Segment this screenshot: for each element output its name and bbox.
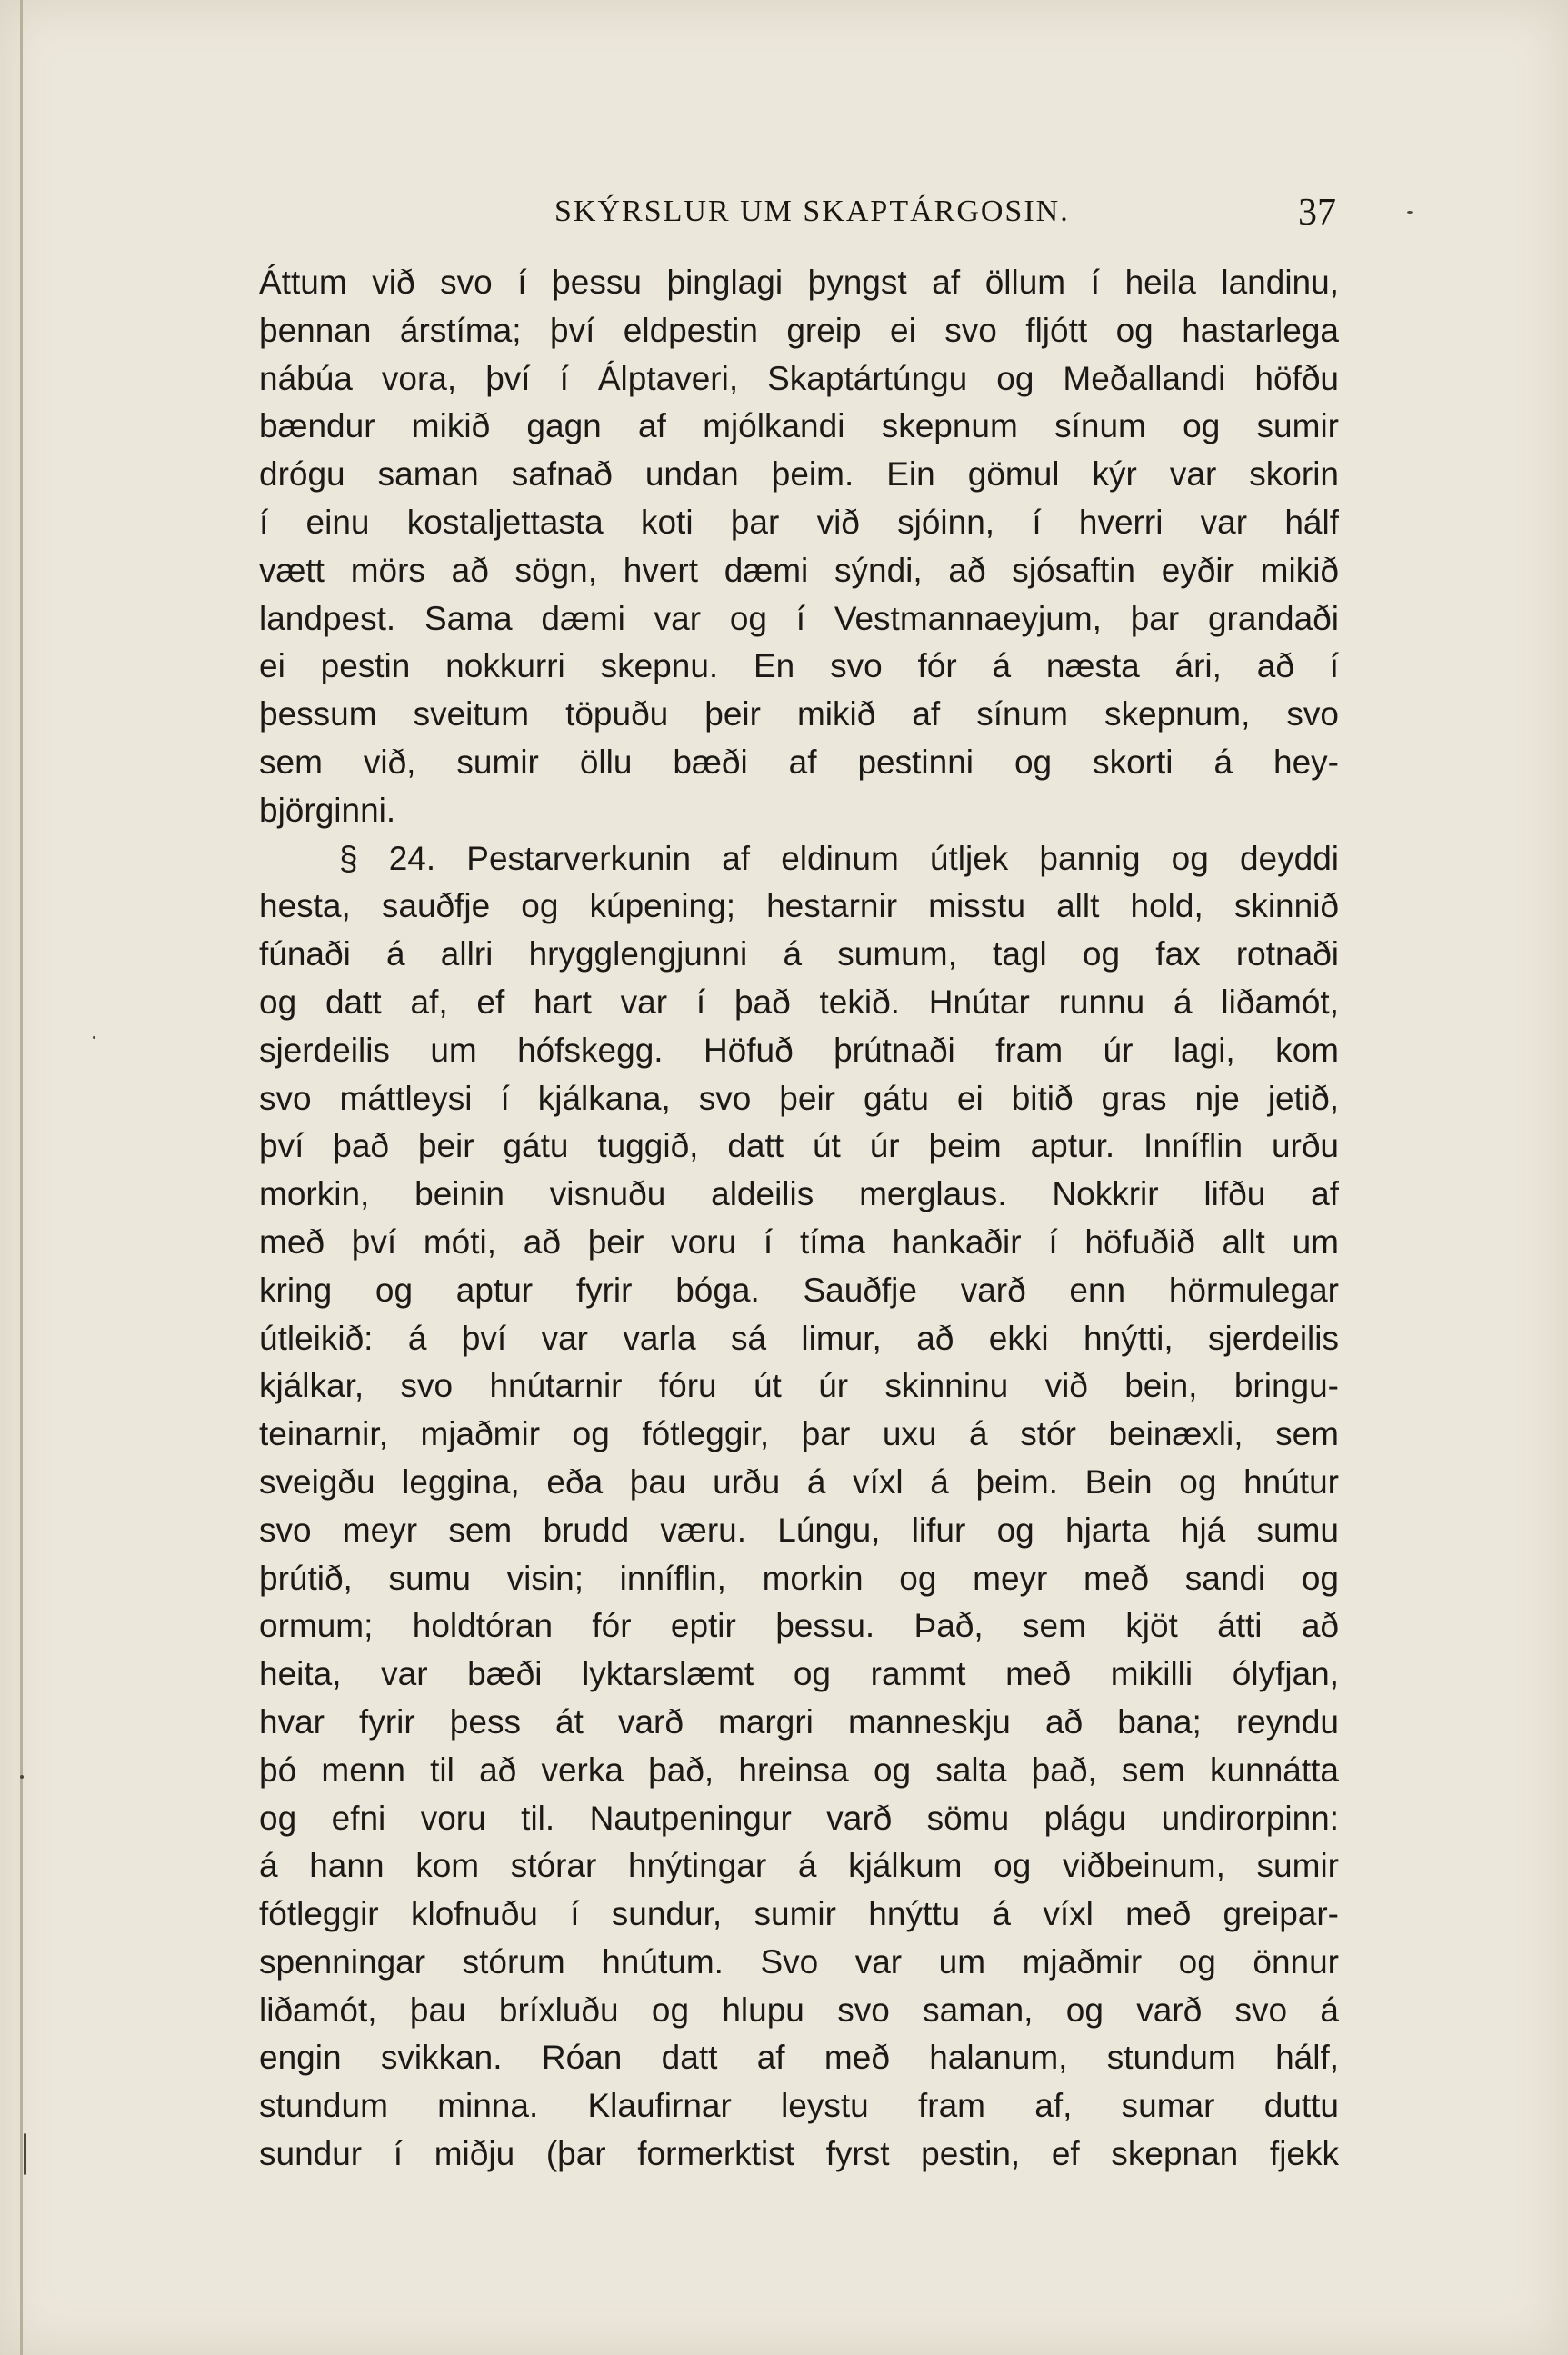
text-line: svo máttleysi í kjálkana, svo þeir gátu ei bitið gras nje jetið,: [259, 1079, 1339, 1117]
section-24-first-line: § 24. Pestarverkunin af eldinum útljek þannig og deyddi: [339, 839, 1339, 877]
text-line: á hann kom stórar hnýtingar á kjálkum og viðbeinum, sumir: [259, 1847, 1339, 1885]
body-text: [259, 259, 1339, 2179]
text-line: sem við, sumir öllu bæði af pestinni og skorti á hey-: [259, 743, 1339, 781]
text-line: stundum minna. Klaufirnar leystu fram af, sumar duttu: [259, 2087, 1339, 2125]
text-line: Áttum við svo í þessu þinglagi þyngst af öllum í heila landinu,: [259, 264, 1339, 301]
text-line: með því móti, að þeir voru í tíma hankaðir í höfuðið allt um: [259, 1222, 1339, 1261]
text-line: því það þeir gátu tuggið, datt út úr þeim aptur. Inníflin urðu: [259, 1127, 1339, 1165]
text-line: liðamót, þau bríxluðu og hlupu svo saman, og varð svo á: [259, 1991, 1339, 2029]
text-line: sveigðu leggina, eða þau urðu á víxl á þeim. Bein og hnútur: [259, 1462, 1339, 1501]
text-line: svo meyr sem brudd væru. Lúngu, lifur og hjarta hjá sumu: [259, 1511, 1339, 1549]
text-line: í einu kostaljettasta koti þar við sjóinn, í hverri var hálf: [259, 503, 1339, 541]
text-line: fótleggir klofnuðu í sundur, sumir hnýttu á víxl með greipar-: [259, 1895, 1339, 1933]
text-line: þó menn til að verka það, hreinsa og salta það, sem kunnátta: [259, 1751, 1339, 1789]
paragraph-end-line: björginni.: [259, 791, 396, 829]
text-line: fúnaði á allri hrygglengjunni á sumum, tagl og fax rotnaði: [259, 935, 1339, 973]
text-line: vætt mörs að sögn, hvert dæmi sýndi, að sjósaftin eyðir mikið: [259, 551, 1339, 589]
text-line: hesta, sauðfje og kúpening; hestarnir misstu allt hold, skinnið: [259, 887, 1339, 925]
text-line: og efni voru til. Nautpeningur varð sömu plágu undirorpinn:: [259, 1799, 1339, 1837]
text-line: engin svikkan. Róan datt af með halanum, stundum hálf,: [259, 2039, 1339, 2077]
text-line: og datt af, ef hart var í það tekið. Hnútar runnu á liðamót,: [259, 983, 1339, 1021]
print-speck: [24, 2133, 26, 2175]
text-line: heita, var bæði lyktarslæmt og rammt með mikilli ólyfjan,: [259, 1655, 1339, 1693]
text-line: teinarnir, mjaðmir og fótleggir, þar uxu á stór beinæxli, sem: [259, 1415, 1339, 1453]
print-speck: [93, 1036, 95, 1039]
text-line: bændur mikið gagn af mjólkandi skepnum sínum og sumir: [259, 407, 1339, 445]
text-line: ei pestin nokkurri skepnu. En svo fór á næsta ári, að í: [259, 647, 1339, 685]
text-line: útleikið: á því var varla sá limur, að ekki hnýtti, sjerdeilis: [259, 1319, 1339, 1357]
text-line: drógu saman safnað undan þeim. Ein gömul kýr var skorin: [259, 455, 1339, 494]
page-gutter-line: [20, 0, 23, 2355]
text-line: landpest. Sama dæmi var og í Vestmannaeyjum, þar grandaði: [259, 599, 1339, 637]
text-line: spenningar stórum hnútum. Svo var um mjaðmir og önnur: [259, 1942, 1339, 1981]
text-line: þennan árstíma; því eldpestin greip ei svo fljótt og hastarlega: [259, 311, 1339, 349]
text-line: sundur í miðju (þar formerktist fyrst pestin, ef skepnan fjekk: [259, 2135, 1339, 2173]
text-line: sjerdeilis um hófskegg. Höfuð þrútnaði fram úr lagi, kom: [259, 1031, 1339, 1069]
text-line: þrútið, sumu visin; inníflin, morkin og meyr með sandi og: [259, 1559, 1339, 1597]
running-title: SKÝRSLUR UM SKAPTÁRGOSIN.: [554, 195, 1070, 228]
print-speck: [20, 1775, 24, 1779]
text-line: þessum sveitum töpuðu þeir mikið af sínum skepnum, svo: [259, 695, 1339, 733]
text-line: ormum; holdtóran fór eptir þessu. Það, sem kjöt átti að: [259, 1607, 1339, 1645]
text-line: nábúa vora, því í Álptaveri, Skaptártúngu og Meðallandi höfðu: [259, 359, 1339, 397]
text-line: kjálkar, svo hnútarnir fóru út úr skinninu við bein, bringu-: [259, 1367, 1339, 1405]
text-line: morkin, beinin visnuðu aldeilis merglaus. Nokkrir lifðu af: [259, 1175, 1339, 1213]
page-header: [255, 191, 1336, 236]
page-number: 37: [1298, 192, 1336, 234]
print-speck: [1407, 211, 1413, 214]
text-line: hvar fyrir þess át varð margri manneskju að bana; reyndu: [259, 1702, 1339, 1741]
text-line: kring og aptur fyrir bóga. Sauðfje varð enn hörmulegar: [259, 1271, 1339, 1309]
